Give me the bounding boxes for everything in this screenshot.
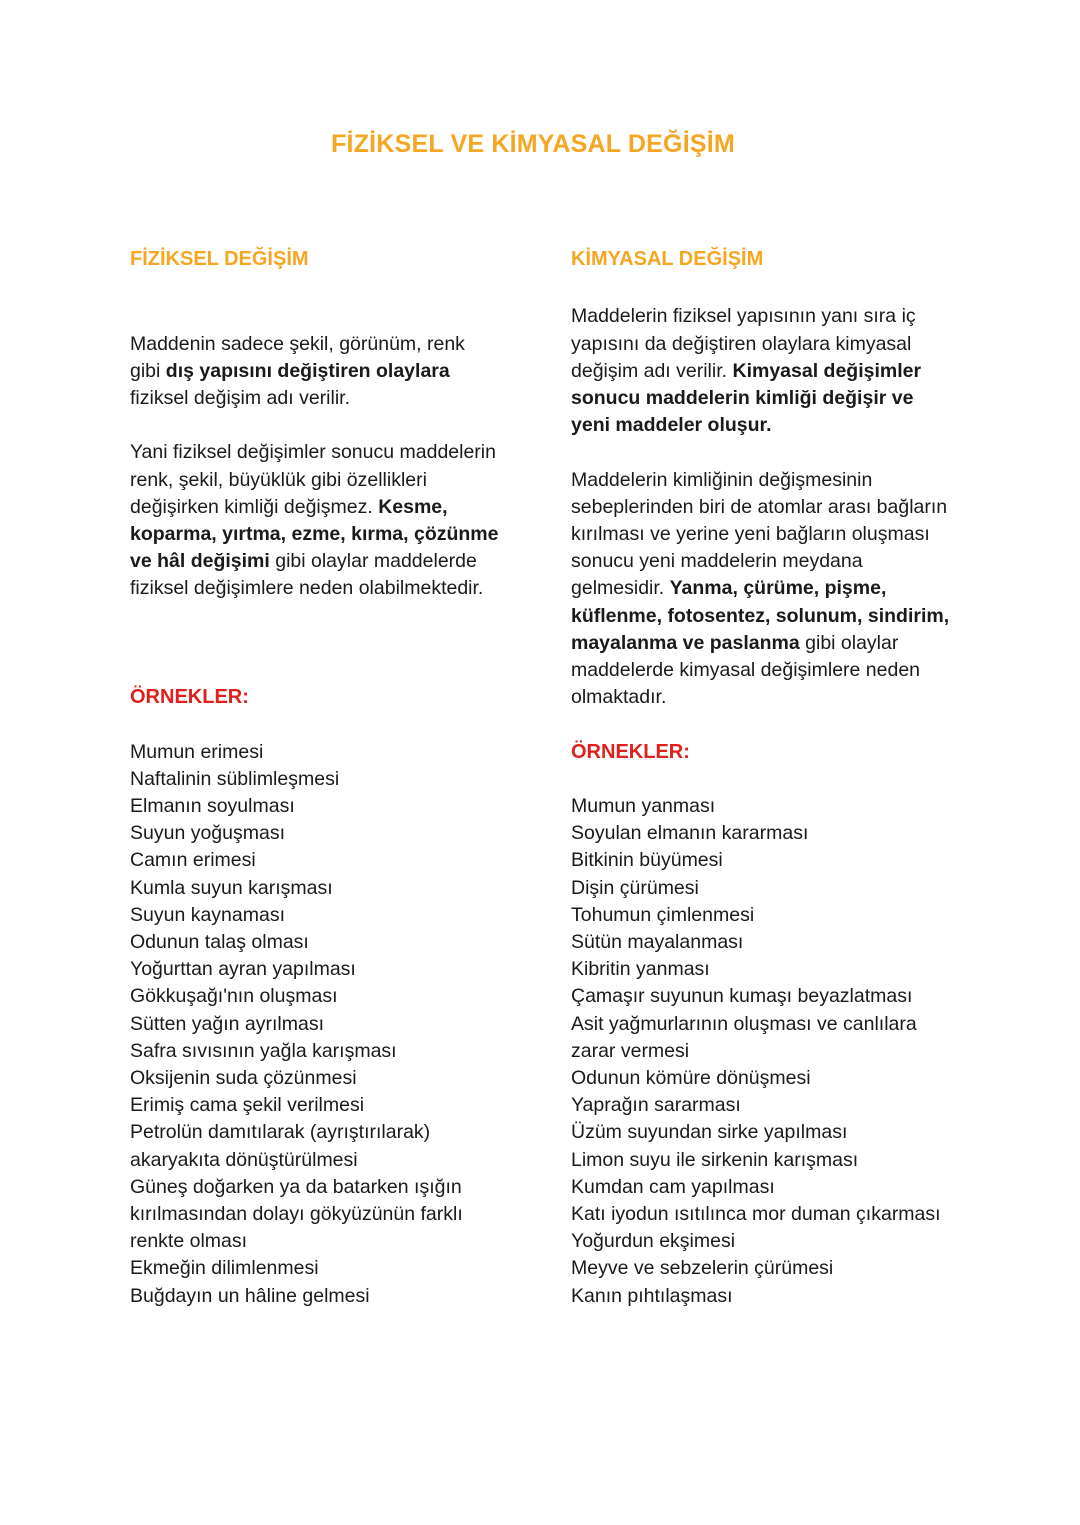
physical-change-column (130, 246, 530, 1310)
example-item: Üzüm suyundan sirke yapılması (571, 1121, 848, 1144)
chemical-explanation-paragraph (571, 467, 951, 712)
example-item: Tohumun çimlenmesi (571, 903, 755, 926)
chemical-explanation-bold: Yanma, çürüme, pişme, küflenme, fotosentez, solunum, sindirim, mayalanma ve paslanma (571, 577, 950, 654)
example-item: Sütten yağın ayrılması (130, 1012, 325, 1035)
example-item: Petrolün damıtılarak (ayrıştırılarak) akaryakıta dönüştürülmesi (130, 1121, 431, 1171)
example-item: Mumun erimesi (130, 740, 264, 763)
example-item: Erimiş cama şekil verilmesi (130, 1094, 365, 1117)
example-item: Suyun kaynaması (130, 903, 286, 926)
example-item: Oksijenin suda çözünmesi (130, 1066, 357, 1089)
example-item: Elmanın soyulması (130, 794, 295, 817)
physical-change-heading: FİZİKSEL DEĞİŞİM (130, 248, 309, 270)
physical-explanation-text: Yani fiziksel değişimler sonucu maddelerin renk, şekil, büyüklük gibi özellikleri değişirken kimliği değişmez. (130, 441, 496, 518)
example-item: Camın erimesi (130, 849, 256, 872)
example-item: Dişin çürümesi (571, 876, 699, 899)
example-item: Odunun kömüre dönüşmesi (571, 1067, 811, 1090)
example-item: Soyulan elmanın kararması (571, 822, 809, 845)
example-item: Bitkinin büyümesi (571, 849, 723, 872)
chemical-change-heading: KİMYASAL DEĞİŞİM (571, 248, 764, 270)
example-item: Limon suyu ile sirkenin karışması (571, 1148, 859, 1171)
physical-definition-text-end: fiziksel değişim adı verilir. (130, 386, 350, 409)
example-item: Naftalinin süblimleşmesi (130, 767, 340, 790)
physical-definition-bold: dış yapısını değiştiren olaylara (165, 359, 450, 382)
example-item: Kumdan cam yapılması (571, 1175, 775, 1198)
example-item: Odunun talaş olması (130, 930, 309, 953)
example-item: Mumun yanması (571, 795, 716, 817)
example-item: Yoğurdun ekşimesi (571, 1230, 736, 1253)
chemical-examples-label: ÖRNEKLER: (571, 740, 690, 763)
example-item: Yaprağın sararması (571, 1094, 741, 1117)
chemical-change-column (571, 246, 951, 1310)
chemical-explanation-text: Maddelerin kimliğinin değişmesinin sebeplerinden biri de atomlar arası bağların kırılması ve yerine yeni bağların oluşması sonucu yeni maddelerin meydana gelmesidir. (571, 468, 948, 600)
physical-examples-label: ÖRNEKLER: (130, 686, 249, 709)
physical-explanation-bold: Kesme, koparma, yırtma, ezme, kırma, çözünme ve hâl değişimi (130, 495, 499, 573)
example-item: Çamaşır suyunun kumaşı beyazlatması (571, 985, 913, 1008)
chemical-definition-text: Maddelerin fiziksel yapısının yanı sıra iç yapısını da değiştiren olaylara kimyasal değişim adı verilir. (571, 305, 916, 382)
example-item: Ekmeğin dilimlenmesi (130, 1257, 319, 1280)
physical-definition-paragraph (130, 331, 490, 413)
chemical-explanation-text-end: gibi olaylar maddelerde kimyasal değişimlere neden olmaktadır. (571, 631, 921, 709)
example-item: Asit yağmurlarının oluşması ve canlılara zarar vermesi (571, 1012, 917, 1062)
chemical-definition-bold: Kimyasal değişimler sonucu maddelerin kimliği değişir ve yeni maddeler oluşur. (571, 359, 922, 437)
physical-examples-list (130, 739, 480, 1310)
example-item: Meyve ve sebzelerin çürümesi (571, 1257, 834, 1280)
page-title: FİZİKSEL VE KİMYASAL DEĞİŞİM (331, 130, 735, 158)
example-item: Katı iyodun ısıtılınca mor duman çıkarması (571, 1203, 941, 1226)
example-item: Kanın pıhtılaşması (571, 1284, 733, 1307)
physical-definition-text: Maddenin sadece şekil, görünüm, renk gibi (130, 332, 465, 382)
example-item: Kumla suyun karışması (130, 876, 333, 899)
example-item: Kibritin yanması (571, 958, 710, 981)
physical-explanation-text-end: gibi olaylar maddelerde fiziksel değişimlere neden olabilmektedir. (130, 550, 484, 600)
example-item: Yoğurttan ayran yapılması (130, 958, 356, 981)
chemical-definition-paragraph (571, 303, 951, 439)
example-item: Güneş doğarken ya da batarken ışığın kırılmasından dolayı gökyüzünün farklı renkte olması (130, 1175, 463, 1253)
example-item: Suyun yoğuşması (130, 822, 286, 845)
example-item: Gökkuşağı'nın oluşması (130, 985, 338, 1008)
example-item: Sütün mayalanması (571, 931, 744, 954)
example-item: Buğdayın un hâline gelmesi (130, 1284, 370, 1307)
chemical-examples-list (571, 793, 951, 1310)
example-item: Safra sıvısının yağla karışması (130, 1039, 397, 1062)
physical-explanation-paragraph (130, 439, 515, 602)
